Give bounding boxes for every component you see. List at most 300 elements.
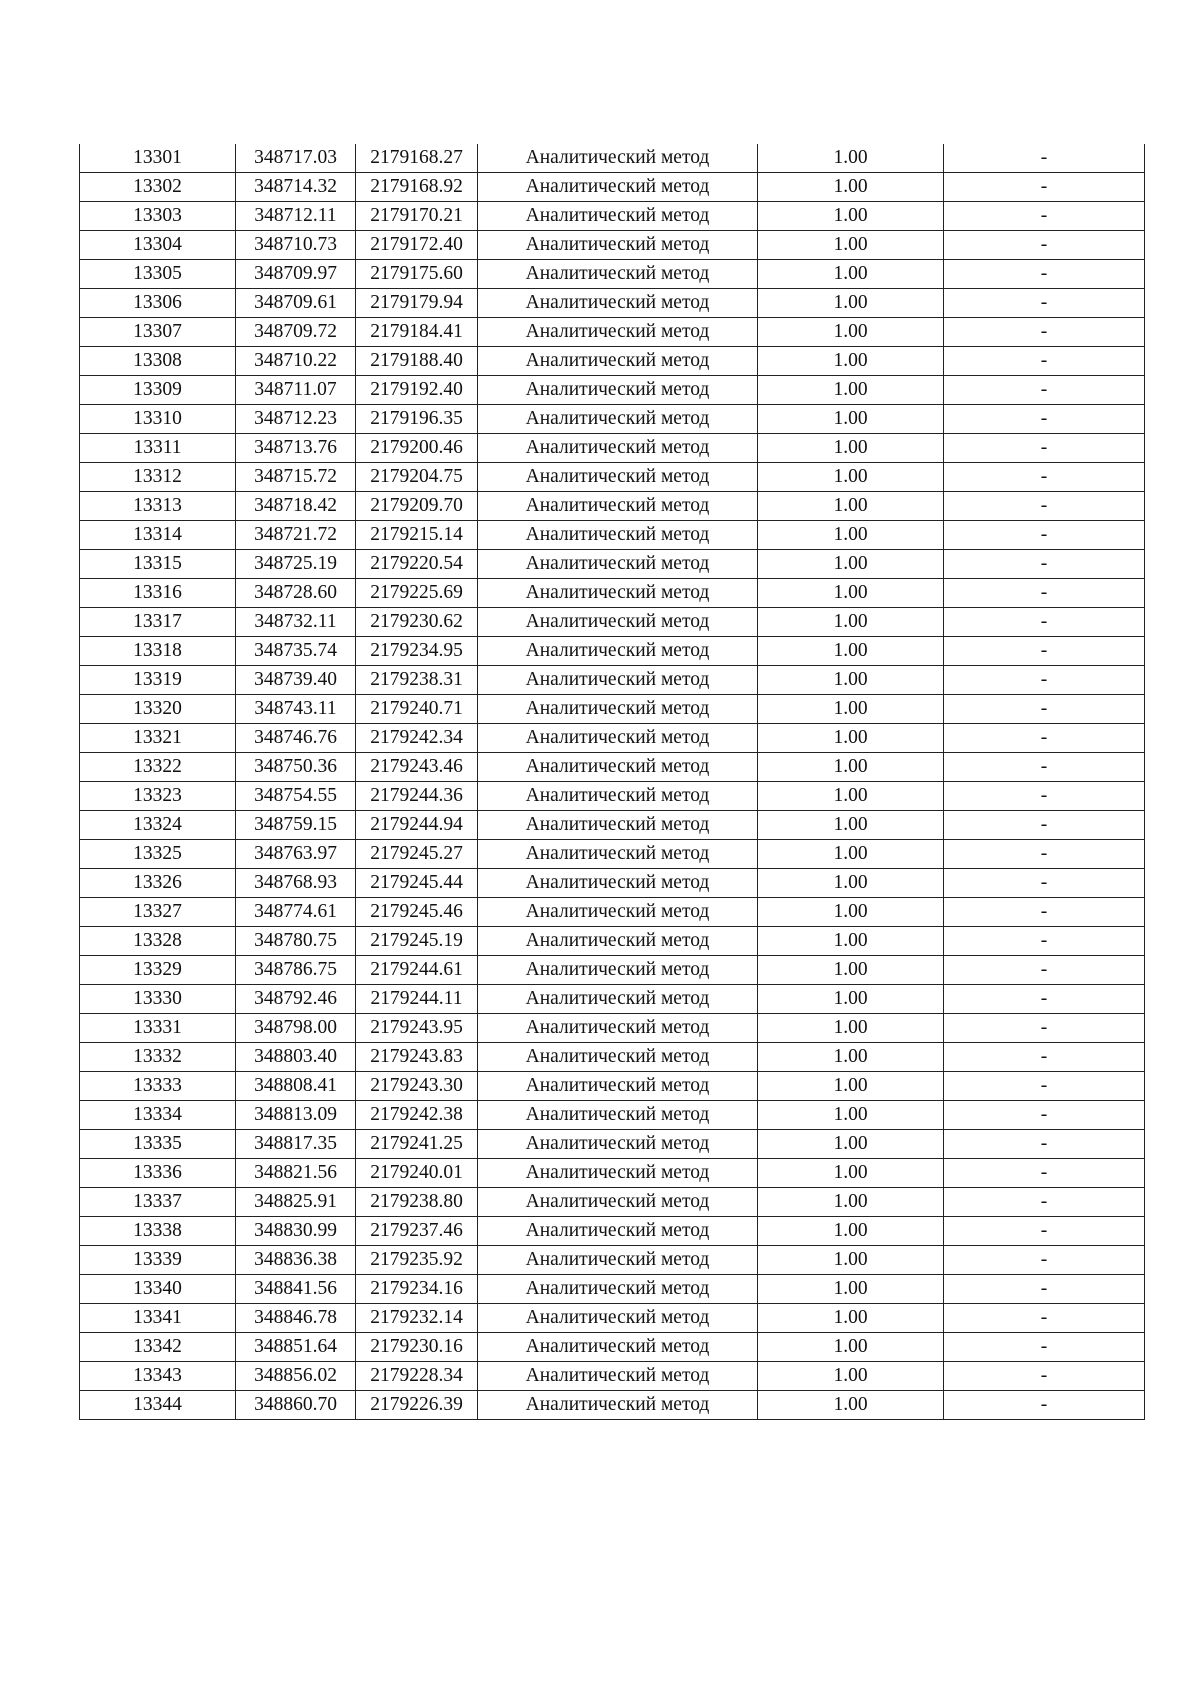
x-coordinate-cell: 348803.40 [236, 1043, 356, 1072]
x-coordinate-cell: 348718.42 [236, 492, 356, 521]
x-coordinate-cell: 348798.00 [236, 1014, 356, 1043]
description-cell: - [944, 869, 1145, 898]
description-cell: - [944, 1304, 1145, 1333]
method-cell: Аналитический метод [478, 1275, 758, 1304]
y-coordinate-cell: 2179179.94 [356, 289, 478, 318]
table-row [80, 1043, 1145, 1072]
accuracy-cell: 1.00 [758, 695, 944, 724]
x-coordinate-cell: 348813.09 [236, 1101, 356, 1130]
y-coordinate-cell: 2179230.62 [356, 608, 478, 637]
accuracy-cell: 1.00 [758, 289, 944, 318]
accuracy-cell: 1.00 [758, 869, 944, 898]
y-coordinate-cell: 2179245.44 [356, 869, 478, 898]
description-cell: - [944, 550, 1145, 579]
accuracy-cell: 1.00 [758, 1246, 944, 1275]
description-cell: - [944, 347, 1145, 376]
point-number-cell: 13310 [80, 405, 236, 434]
accuracy-cell: 1.00 [758, 753, 944, 782]
y-coordinate-cell: 2179226.39 [356, 1391, 478, 1420]
table-row [80, 1101, 1145, 1130]
method-cell: Аналитический метод [478, 1362, 758, 1391]
point-number-cell: 13302 [80, 173, 236, 202]
y-coordinate-cell: 2179240.01 [356, 1159, 478, 1188]
y-coordinate-cell: 2179215.14 [356, 521, 478, 550]
accuracy-cell: 1.00 [758, 1043, 944, 1072]
method-cell: Аналитический метод [478, 1333, 758, 1362]
description-cell: - [944, 985, 1145, 1014]
accuracy-cell: 1.00 [758, 1275, 944, 1304]
table-row [80, 1217, 1145, 1246]
point-number-cell: 13329 [80, 956, 236, 985]
method-cell: Аналитический метод [478, 927, 758, 956]
description-cell: - [944, 1333, 1145, 1362]
y-coordinate-cell: 2179196.35 [356, 405, 478, 434]
x-coordinate-cell: 348725.19 [236, 550, 356, 579]
y-coordinate-cell: 2179240.71 [356, 695, 478, 724]
table-row [80, 521, 1145, 550]
table-row [80, 492, 1145, 521]
method-cell: Аналитический метод [478, 434, 758, 463]
description-cell: - [944, 695, 1145, 724]
method-cell: Аналитический метод [478, 898, 758, 927]
method-cell: Аналитический метод [478, 782, 758, 811]
x-coordinate-cell: 348856.02 [236, 1362, 356, 1391]
y-coordinate-cell: 2179228.34 [356, 1362, 478, 1391]
description-cell: - [944, 782, 1145, 811]
description-cell: - [944, 144, 1145, 173]
point-number-cell: 13326 [80, 869, 236, 898]
table-row [80, 144, 1145, 173]
coordinates-table [79, 144, 1145, 1420]
method-cell: Аналитический метод [478, 289, 758, 318]
x-coordinate-cell: 348821.56 [236, 1159, 356, 1188]
y-coordinate-cell: 2179243.95 [356, 1014, 478, 1043]
x-coordinate-cell: 348808.41 [236, 1072, 356, 1101]
description-cell: - [944, 231, 1145, 260]
point-number-cell: 13344 [80, 1391, 236, 1420]
accuracy-cell: 1.00 [758, 144, 944, 173]
accuracy-cell: 1.00 [758, 1188, 944, 1217]
point-number-cell: 13334 [80, 1101, 236, 1130]
y-coordinate-cell: 2179245.46 [356, 898, 478, 927]
table-row [80, 1391, 1145, 1420]
point-number-cell: 13307 [80, 318, 236, 347]
description-cell: - [944, 753, 1145, 782]
point-number-cell: 13304 [80, 231, 236, 260]
table-row [80, 463, 1145, 492]
table-row [80, 637, 1145, 666]
table-row [80, 405, 1145, 434]
accuracy-cell: 1.00 [758, 724, 944, 753]
coordinates-table-body [80, 144, 1145, 1420]
x-coordinate-cell: 348713.76 [236, 434, 356, 463]
table-row [80, 347, 1145, 376]
point-number-cell: 13323 [80, 782, 236, 811]
table-row [80, 898, 1145, 927]
description-cell: - [944, 463, 1145, 492]
x-coordinate-cell: 348836.38 [236, 1246, 356, 1275]
table-row [80, 811, 1145, 840]
point-number-cell: 13339 [80, 1246, 236, 1275]
description-cell: - [944, 1246, 1145, 1275]
point-number-cell: 13318 [80, 637, 236, 666]
table-row [80, 1159, 1145, 1188]
x-coordinate-cell: 348786.75 [236, 956, 356, 985]
x-coordinate-cell: 348721.72 [236, 521, 356, 550]
method-cell: Аналитический метод [478, 260, 758, 289]
accuracy-cell: 1.00 [758, 405, 944, 434]
point-number-cell: 13322 [80, 753, 236, 782]
method-cell: Аналитический метод [478, 202, 758, 231]
x-coordinate-cell: 348759.15 [236, 811, 356, 840]
point-number-cell: 13309 [80, 376, 236, 405]
method-cell: Аналитический метод [478, 985, 758, 1014]
description-cell: - [944, 840, 1145, 869]
table-row [80, 434, 1145, 463]
point-number-cell: 13338 [80, 1217, 236, 1246]
x-coordinate-cell: 348774.61 [236, 898, 356, 927]
accuracy-cell: 1.00 [758, 347, 944, 376]
x-coordinate-cell: 348709.97 [236, 260, 356, 289]
method-cell: Аналитический метод [478, 347, 758, 376]
method-cell: Аналитический метод [478, 318, 758, 347]
x-coordinate-cell: 348768.93 [236, 869, 356, 898]
accuracy-cell: 1.00 [758, 1101, 944, 1130]
accuracy-cell: 1.00 [758, 173, 944, 202]
point-number-cell: 13311 [80, 434, 236, 463]
accuracy-cell: 1.00 [758, 840, 944, 869]
method-cell: Аналитический метод [478, 1043, 758, 1072]
y-coordinate-cell: 2179244.11 [356, 985, 478, 1014]
accuracy-cell: 1.00 [758, 1333, 944, 1362]
point-number-cell: 13333 [80, 1072, 236, 1101]
table-row [80, 1014, 1145, 1043]
description-cell: - [944, 376, 1145, 405]
description-cell: - [944, 1043, 1145, 1072]
accuracy-cell: 1.00 [758, 492, 944, 521]
method-cell: Аналитический метод [478, 1159, 758, 1188]
accuracy-cell: 1.00 [758, 985, 944, 1014]
description-cell: - [944, 405, 1145, 434]
point-number-cell: 13319 [80, 666, 236, 695]
x-coordinate-cell: 348825.91 [236, 1188, 356, 1217]
point-number-cell: 13324 [80, 811, 236, 840]
y-coordinate-cell: 2179200.46 [356, 434, 478, 463]
table-row [80, 318, 1145, 347]
point-number-cell: 13336 [80, 1159, 236, 1188]
description-cell: - [944, 492, 1145, 521]
accuracy-cell: 1.00 [758, 1130, 944, 1159]
description-cell: - [944, 1014, 1145, 1043]
point-number-cell: 13306 [80, 289, 236, 318]
table-row [80, 927, 1145, 956]
y-coordinate-cell: 2179232.14 [356, 1304, 478, 1333]
x-coordinate-cell: 348754.55 [236, 782, 356, 811]
table-row [80, 956, 1145, 985]
table-row [80, 782, 1145, 811]
y-coordinate-cell: 2179170.21 [356, 202, 478, 231]
y-coordinate-cell: 2179230.16 [356, 1333, 478, 1362]
accuracy-cell: 1.00 [758, 1391, 944, 1420]
accuracy-cell: 1.00 [758, 434, 944, 463]
description-cell: - [944, 1101, 1145, 1130]
y-coordinate-cell: 2179234.16 [356, 1275, 478, 1304]
method-cell: Аналитический метод [478, 579, 758, 608]
description-cell: - [944, 202, 1145, 231]
method-cell: Аналитический метод [478, 1014, 758, 1043]
accuracy-cell: 1.00 [758, 666, 944, 695]
description-cell: - [944, 1130, 1145, 1159]
y-coordinate-cell: 2179244.94 [356, 811, 478, 840]
description-cell: - [944, 724, 1145, 753]
x-coordinate-cell: 348709.61 [236, 289, 356, 318]
x-coordinate-cell: 348860.70 [236, 1391, 356, 1420]
point-number-cell: 13305 [80, 260, 236, 289]
x-coordinate-cell: 348709.72 [236, 318, 356, 347]
table-row [80, 608, 1145, 637]
y-coordinate-cell: 2179225.69 [356, 579, 478, 608]
method-cell: Аналитический метод [478, 637, 758, 666]
y-coordinate-cell: 2179184.41 [356, 318, 478, 347]
accuracy-cell: 1.00 [758, 1217, 944, 1246]
accuracy-cell: 1.00 [758, 927, 944, 956]
point-number-cell: 13303 [80, 202, 236, 231]
description-cell: - [944, 1188, 1145, 1217]
x-coordinate-cell: 348712.23 [236, 405, 356, 434]
method-cell: Аналитический метод [478, 753, 758, 782]
method-cell: Аналитический метод [478, 550, 758, 579]
y-coordinate-cell: 2179244.36 [356, 782, 478, 811]
table-row [80, 1246, 1145, 1275]
description-cell: - [944, 811, 1145, 840]
description-cell: - [944, 1275, 1145, 1304]
x-coordinate-cell: 348732.11 [236, 608, 356, 637]
description-cell: - [944, 608, 1145, 637]
x-coordinate-cell: 348851.64 [236, 1333, 356, 1362]
x-coordinate-cell: 348739.40 [236, 666, 356, 695]
table-row [80, 695, 1145, 724]
table-row [80, 579, 1145, 608]
description-cell: - [944, 318, 1145, 347]
y-coordinate-cell: 2179245.27 [356, 840, 478, 869]
x-coordinate-cell: 348846.78 [236, 1304, 356, 1333]
table-row [80, 1130, 1145, 1159]
y-coordinate-cell: 2179192.40 [356, 376, 478, 405]
accuracy-cell: 1.00 [758, 376, 944, 405]
method-cell: Аналитический метод [478, 840, 758, 869]
accuracy-cell: 1.00 [758, 608, 944, 637]
accuracy-cell: 1.00 [758, 1014, 944, 1043]
y-coordinate-cell: 2179238.31 [356, 666, 478, 695]
table-row [80, 231, 1145, 260]
point-number-cell: 13308 [80, 347, 236, 376]
description-cell: - [944, 956, 1145, 985]
method-cell: Аналитический метод [478, 695, 758, 724]
table-row [80, 753, 1145, 782]
x-coordinate-cell: 348841.56 [236, 1275, 356, 1304]
x-coordinate-cell: 348710.73 [236, 231, 356, 260]
x-coordinate-cell: 348792.46 [236, 985, 356, 1014]
method-cell: Аналитический метод [478, 521, 758, 550]
y-coordinate-cell: 2179172.40 [356, 231, 478, 260]
description-cell: - [944, 637, 1145, 666]
point-number-cell: 13315 [80, 550, 236, 579]
y-coordinate-cell: 2179209.70 [356, 492, 478, 521]
method-cell: Аналитический метод [478, 724, 758, 753]
table-row [80, 869, 1145, 898]
method-cell: Аналитический метод [478, 1072, 758, 1101]
accuracy-cell: 1.00 [758, 579, 944, 608]
point-number-cell: 13321 [80, 724, 236, 753]
y-coordinate-cell: 2179188.40 [356, 347, 478, 376]
description-cell: - [944, 666, 1145, 695]
accuracy-cell: 1.00 [758, 260, 944, 289]
method-cell: Аналитический метод [478, 869, 758, 898]
method-cell: Аналитический метод [478, 1217, 758, 1246]
point-number-cell: 13328 [80, 927, 236, 956]
accuracy-cell: 1.00 [758, 550, 944, 579]
table-row [80, 985, 1145, 1014]
accuracy-cell: 1.00 [758, 202, 944, 231]
point-number-cell: 13331 [80, 1014, 236, 1043]
point-number-cell: 13312 [80, 463, 236, 492]
accuracy-cell: 1.00 [758, 1159, 944, 1188]
method-cell: Аналитический метод [478, 1304, 758, 1333]
point-number-cell: 13330 [80, 985, 236, 1014]
table-row [80, 289, 1145, 318]
y-coordinate-cell: 2179242.34 [356, 724, 478, 753]
table-row [80, 1072, 1145, 1101]
method-cell: Аналитический метод [478, 608, 758, 637]
y-coordinate-cell: 2179237.46 [356, 1217, 478, 1246]
table-row [80, 1333, 1145, 1362]
point-number-cell: 13341 [80, 1304, 236, 1333]
x-coordinate-cell: 348763.97 [236, 840, 356, 869]
point-number-cell: 13337 [80, 1188, 236, 1217]
accuracy-cell: 1.00 [758, 231, 944, 260]
x-coordinate-cell: 348714.32 [236, 173, 356, 202]
x-coordinate-cell: 348735.74 [236, 637, 356, 666]
point-number-cell: 13342 [80, 1333, 236, 1362]
method-cell: Аналитический метод [478, 463, 758, 492]
table-row [80, 724, 1145, 753]
y-coordinate-cell: 2179243.30 [356, 1072, 478, 1101]
description-cell: - [944, 1159, 1145, 1188]
table-row [80, 173, 1145, 202]
x-coordinate-cell: 348750.36 [236, 753, 356, 782]
table-row [80, 550, 1145, 579]
table-row [80, 840, 1145, 869]
x-coordinate-cell: 348717.03 [236, 144, 356, 173]
y-coordinate-cell: 2179242.38 [356, 1101, 478, 1130]
y-coordinate-cell: 2179220.54 [356, 550, 478, 579]
description-cell: - [944, 289, 1145, 318]
x-coordinate-cell: 348743.11 [236, 695, 356, 724]
point-number-cell: 13320 [80, 695, 236, 724]
method-cell: Аналитический метод [478, 956, 758, 985]
point-number-cell: 13325 [80, 840, 236, 869]
point-number-cell: 13314 [80, 521, 236, 550]
description-cell: - [944, 1362, 1145, 1391]
method-cell: Аналитический метод [478, 173, 758, 202]
accuracy-cell: 1.00 [758, 811, 944, 840]
point-number-cell: 13301 [80, 144, 236, 173]
accuracy-cell: 1.00 [758, 463, 944, 492]
accuracy-cell: 1.00 [758, 637, 944, 666]
x-coordinate-cell: 348746.76 [236, 724, 356, 753]
method-cell: Аналитический метод [478, 231, 758, 260]
accuracy-cell: 1.00 [758, 1072, 944, 1101]
y-coordinate-cell: 2179238.80 [356, 1188, 478, 1217]
description-cell: - [944, 260, 1145, 289]
table-row [80, 202, 1145, 231]
table-row [80, 1304, 1145, 1333]
point-number-cell: 13343 [80, 1362, 236, 1391]
accuracy-cell: 1.00 [758, 956, 944, 985]
y-coordinate-cell: 2179241.25 [356, 1130, 478, 1159]
method-cell: Аналитический метод [478, 1246, 758, 1275]
method-cell: Аналитический метод [478, 1101, 758, 1130]
description-cell: - [944, 1391, 1145, 1420]
point-number-cell: 13317 [80, 608, 236, 637]
x-coordinate-cell: 348711.07 [236, 376, 356, 405]
x-coordinate-cell: 348830.99 [236, 1217, 356, 1246]
description-cell: - [944, 1217, 1145, 1246]
description-cell: - [944, 434, 1145, 463]
description-cell: - [944, 898, 1145, 927]
method-cell: Аналитический метод [478, 1391, 758, 1420]
description-cell: - [944, 579, 1145, 608]
x-coordinate-cell: 348780.75 [236, 927, 356, 956]
method-cell: Аналитический метод [478, 1188, 758, 1217]
x-coordinate-cell: 348817.35 [236, 1130, 356, 1159]
accuracy-cell: 1.00 [758, 782, 944, 811]
table-row [80, 666, 1145, 695]
point-number-cell: 13340 [80, 1275, 236, 1304]
description-cell: - [944, 521, 1145, 550]
y-coordinate-cell: 2179243.46 [356, 753, 478, 782]
table-row [80, 1188, 1145, 1217]
point-number-cell: 13327 [80, 898, 236, 927]
y-coordinate-cell: 2179168.92 [356, 173, 478, 202]
accuracy-cell: 1.00 [758, 898, 944, 927]
table-row [80, 1275, 1145, 1304]
accuracy-cell: 1.00 [758, 1304, 944, 1333]
method-cell: Аналитический метод [478, 1130, 758, 1159]
y-coordinate-cell: 2179235.92 [356, 1246, 478, 1275]
y-coordinate-cell: 2179245.19 [356, 927, 478, 956]
method-cell: Аналитический метод [478, 405, 758, 434]
point-number-cell: 13313 [80, 492, 236, 521]
description-cell: - [944, 173, 1145, 202]
method-cell: Аналитический метод [478, 376, 758, 405]
method-cell: Аналитический метод [478, 666, 758, 695]
y-coordinate-cell: 2179234.95 [356, 637, 478, 666]
x-coordinate-cell: 348715.72 [236, 463, 356, 492]
point-number-cell: 13332 [80, 1043, 236, 1072]
table-row [80, 1362, 1145, 1391]
accuracy-cell: 1.00 [758, 318, 944, 347]
x-coordinate-cell: 348728.60 [236, 579, 356, 608]
table-row [80, 260, 1145, 289]
description-cell: - [944, 927, 1145, 956]
description-cell: - [944, 1072, 1145, 1101]
y-coordinate-cell: 2179175.60 [356, 260, 478, 289]
point-number-cell: 13335 [80, 1130, 236, 1159]
method-cell: Аналитический метод [478, 144, 758, 173]
accuracy-cell: 1.00 [758, 1362, 944, 1391]
accuracy-cell: 1.00 [758, 521, 944, 550]
